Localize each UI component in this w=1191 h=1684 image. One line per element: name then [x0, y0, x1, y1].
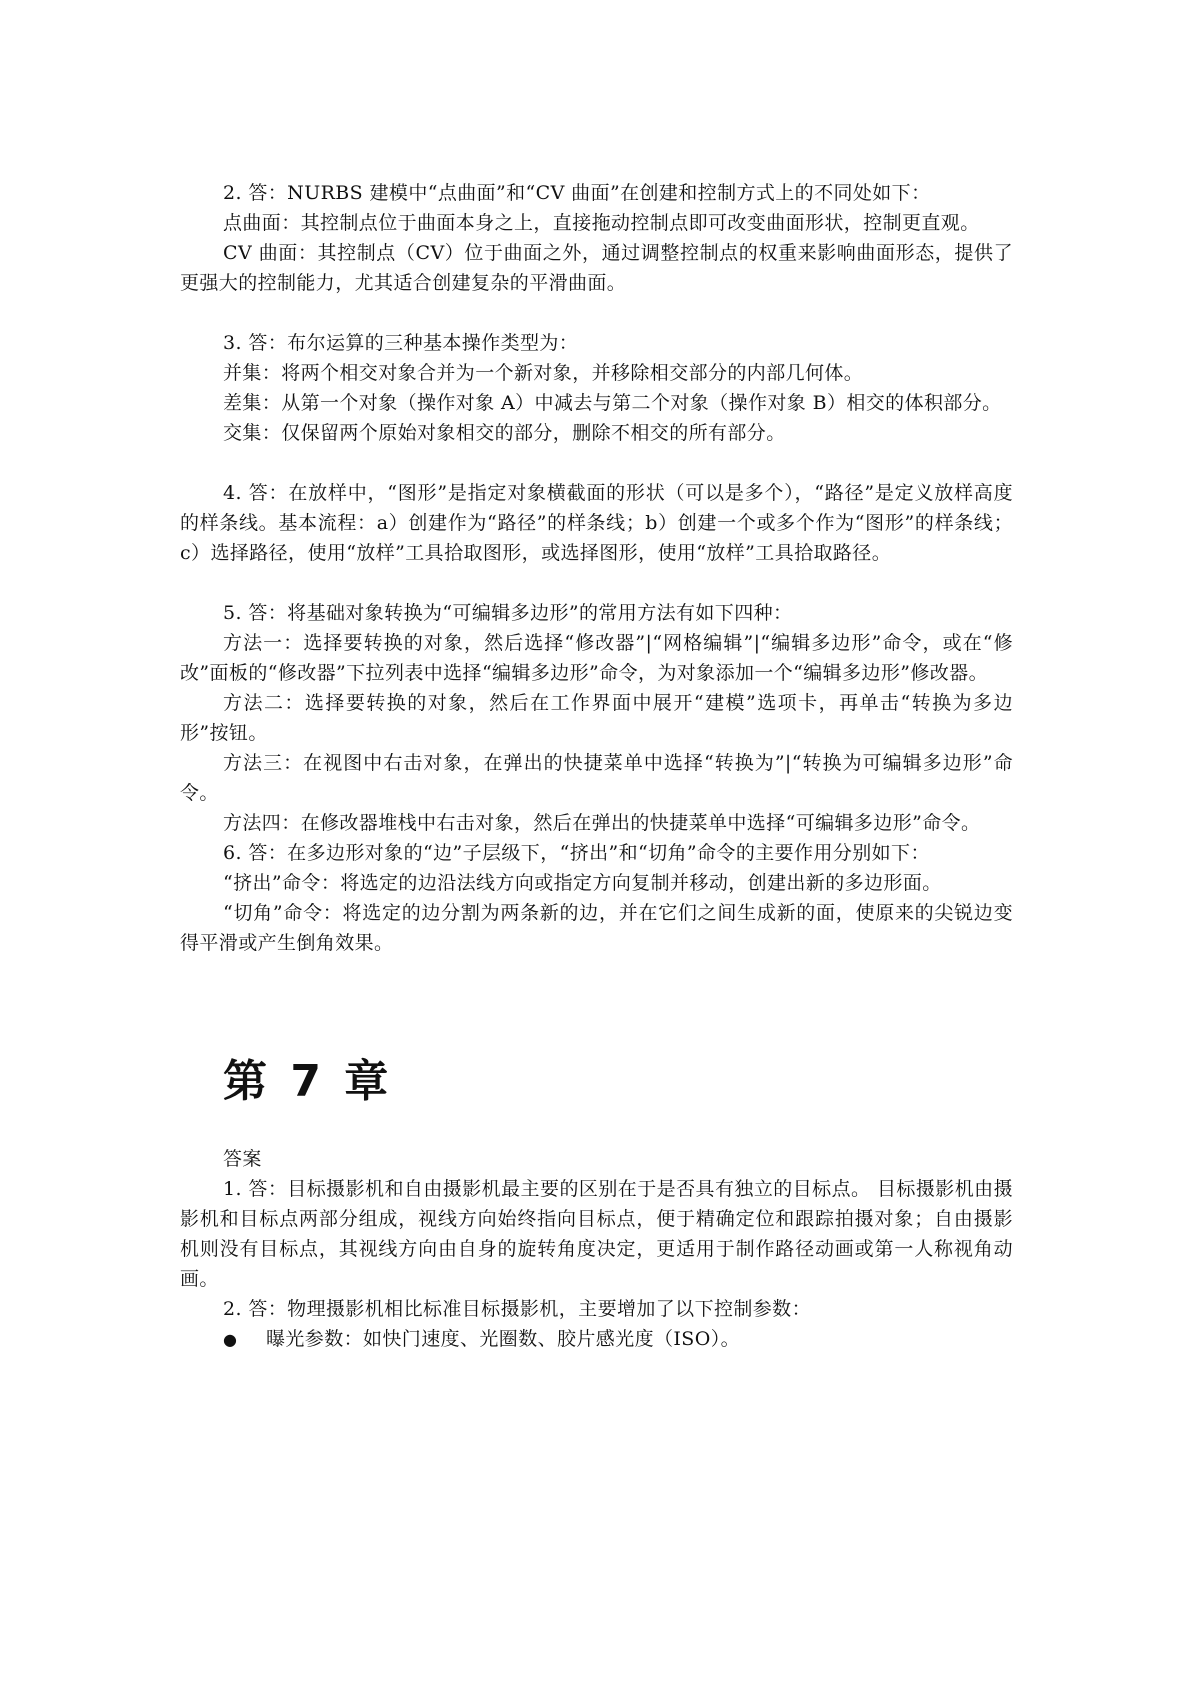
answer-5-method-3: 方法三：在视图中右击对象，在弹出的快捷菜单中选择“转换为”|“转换为可编辑多边形”命令。: [180, 752, 1013, 804]
answer-6-extrude: “挤出”命令：将选定的边沿法线方向或指定方向复制并移动，创建出新的多边形面。: [223, 872, 942, 894]
chapter7-answer-1: 1. 答：目标摄影机和自由摄影机最主要的区别在于是否具有独立的目标点。 目标摄影机由摄影机和目标点两部分组成，视线方向始终指向目标点，便于精确定位和跟踪拍摄对象；自由摄影机则没有目标点，其视线方向由自身的旋转角度决定，更适用于制作路径动画或第一人称视角动画。: [180, 1178, 1013, 1290]
page-content: [180, 178, 1013, 1355]
answer-4: 4. 答：在放样中，“图形”是指定对象横截面的形状（可以是多个），“路径”是定义放样高度的样条线。基本流程：a）创建作为“路径”的样条线；b）创建一个或多个作为“图形”的样条线；c）选择路径，使用“放样”工具拾取图形，或选择图形，使用“放样”工具拾取路径。: [180, 482, 1013, 564]
bullet-item: [180, 1324, 1013, 1355]
answer-3-intersection: 交集：仅保留两个原始对象相交的部分，删除不相交的所有部分。: [223, 422, 786, 444]
answers-label: 答案: [223, 1148, 262, 1170]
answer-5-method-1: 方法一：选择要转换的对象，然后选择“修改器”|“网格编辑”|“编辑多边形”命令，或在“修改”面板的“修改器”下拉列表中选择“编辑多边形”命令，为对象添加一个“编辑多边形”修改器。: [180, 632, 1013, 684]
bullet-item-text: 曝光参数：如快门速度、光圈数、胶片感光度（ISO）。: [266, 1328, 740, 1350]
heading-gap: [180, 1110, 1013, 1144]
answer-5-method-2: 方法二：选择要转换的对象，然后在工作界面中展开“建模”选项卡，再单击“转换为多边形”按钮。: [180, 692, 1013, 744]
answer-3-intro: 3. 答：布尔运算的三种基本操作类型为：: [223, 332, 579, 354]
answer-5-method-4: 方法四：在修改器堆栈中右击对象，然后在弹出的快捷菜单中选择“可编辑多边形”命令。: [223, 812, 981, 834]
answer-6-chamfer: “切角”命令：将选定的边分割为两条新的边，并在它们之间生成新的面，使原来的尖锐边变得平滑或产生倒角效果。: [180, 902, 1013, 954]
answer-3-union: 并集：将两个相交对象合并为一个新对象，并移除相交部分的内部几何体。: [223, 362, 864, 384]
chapter-heading: 第 7 章: [223, 1056, 393, 1107]
answer-2-intro: 2. 答：NURBS 建模中“点曲面”和“CV 曲面”在创建和控制方式上的不同处如下：: [223, 182, 931, 204]
answer-5-intro: 5. 答：将基础对象转换为“可编辑多边形”的常用方法有如下四种：: [223, 602, 793, 624]
answer-2-point-surface: 点曲面：其控制点位于曲面本身之上，直接拖动控制点即可改变曲面形状，控制更直观。: [223, 212, 980, 234]
paragraph-gap: [180, 298, 1013, 328]
answer-6-intro: 6. 答：在多边形对象的“边”子层级下，“挤出”和“切角”命令的主要作用分别如下：: [223, 842, 930, 864]
answer-3-subtraction: 差集：从第一个对象（操作对象 A）中减去与第二个对象（操作对象 B）相交的体积部分。: [223, 392, 1002, 414]
paragraph-gap: [180, 568, 1013, 598]
answer-2-cv-surface: CV 曲面：其控制点（CV）位于曲面之外，通过调整控制点的权重来影响曲面形态，提供了更强大的控制能力，尤其适合创建复杂的平滑曲面。: [180, 242, 1013, 294]
chapter7-answer-2: 2. 答：物理摄影机相比标准目标摄影机，主要增加了以下控制参数：: [223, 1298, 811, 1320]
paragraph-gap: [180, 448, 1013, 478]
bullet-dot-icon: ●: [223, 1330, 238, 1349]
